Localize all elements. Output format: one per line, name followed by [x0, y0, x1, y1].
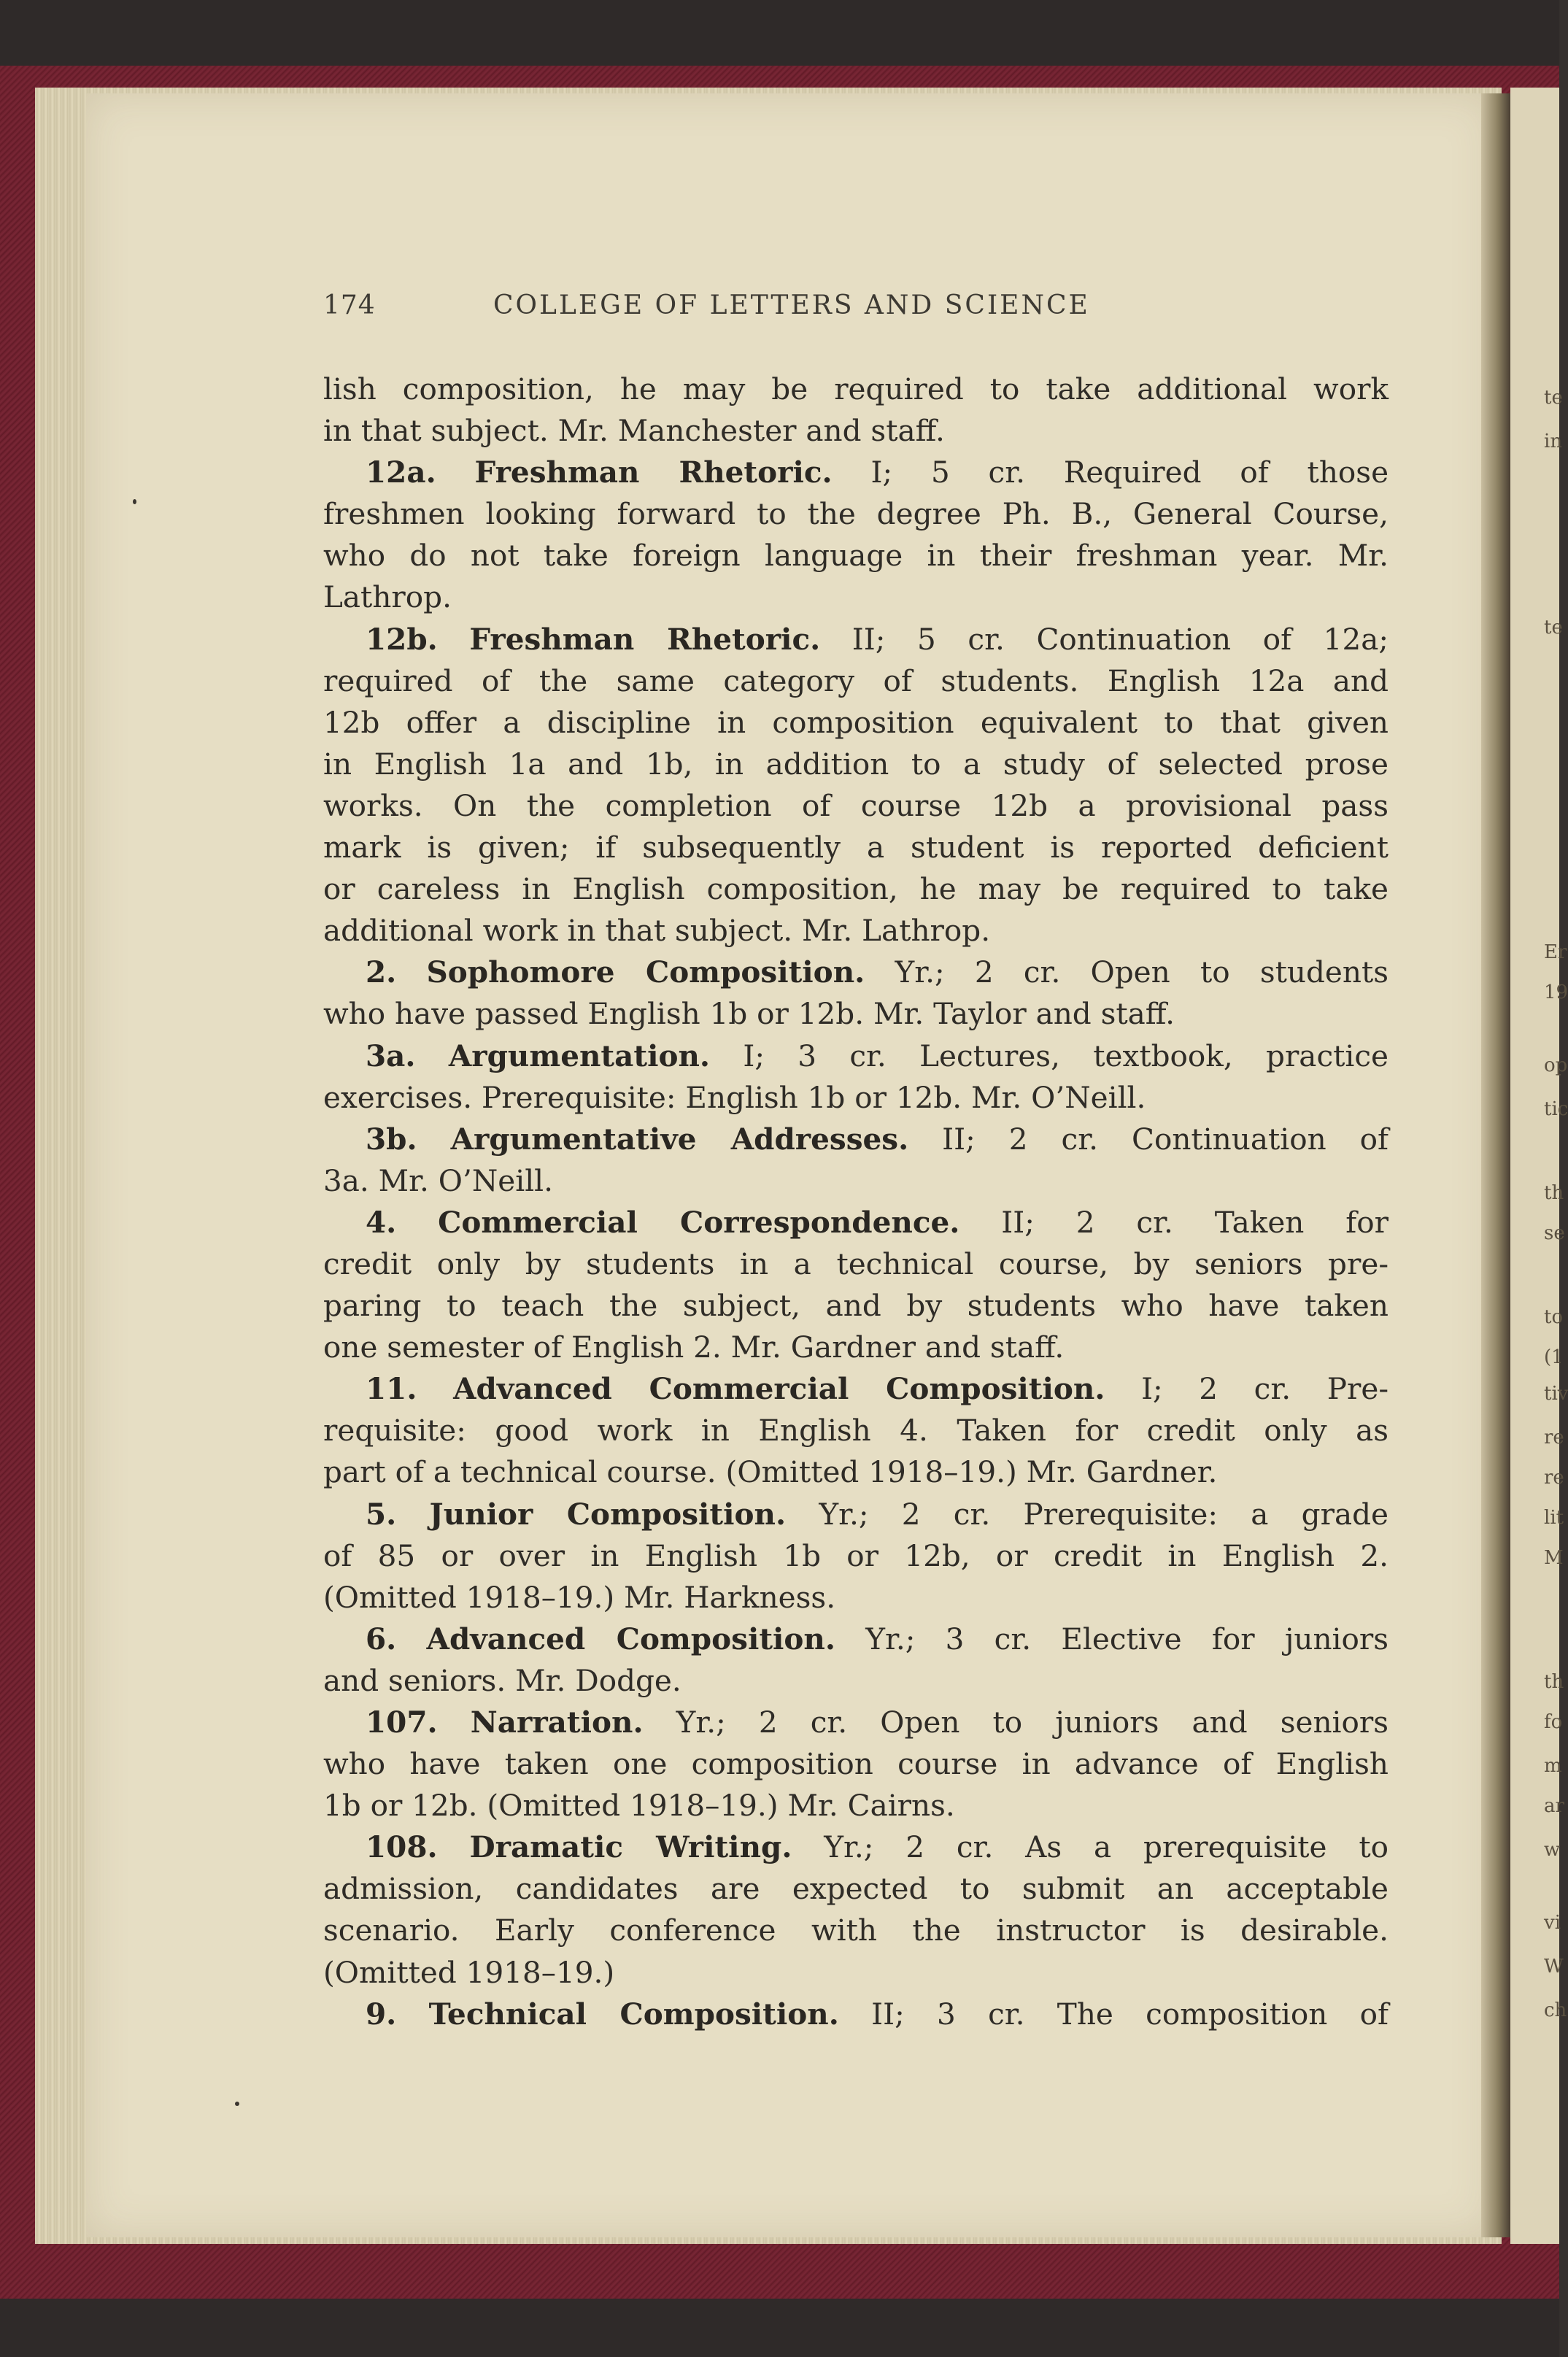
- course-title: Junior Composition.: [429, 1496, 787, 1532]
- line-text: and seniors. Mr. Dodge.: [323, 1662, 681, 1698]
- course-number: 6.: [366, 1621, 397, 1656]
- facing-page-fragment: tic: [1544, 1098, 1568, 1120]
- course-entry-line: [323, 1619, 1389, 1660]
- text-line: [323, 702, 1389, 744]
- text-line: [323, 535, 1389, 576]
- line-text: 12b offer a discipline in composition equivalent to that given: [323, 704, 1389, 740]
- facing-page-fragment: te: [1544, 617, 1563, 639]
- line-text: requisite: good work in English 4. Taken for credit only as: [323, 1413, 1389, 1448]
- course-number: 11.: [366, 1371, 417, 1407]
- course-entry-line: [323, 952, 1389, 993]
- text-line: [323, 1243, 1389, 1285]
- line-text: in English 1a and 1b, in addition to a study of selected prose: [323, 746, 1389, 782]
- line-text: who do not take foreign language in their freshman year. Mr.: [323, 538, 1389, 574]
- course-title: Freshman Rhetoric.: [474, 455, 833, 490]
- course-entry-line: [323, 452, 1389, 493]
- line-text: II; 2 cr. Continuation of: [942, 1121, 1389, 1157]
- line-text: freshmen looking forward to the degree Ph. B., General Course,: [323, 496, 1389, 532]
- course-entry-line: [323, 1119, 1389, 1160]
- line-text: admission, candidates are expected to submit an acceptable: [323, 1871, 1389, 1907]
- book-spine-shadow: [1481, 93, 1510, 2237]
- course-entry-line: [323, 1368, 1389, 1410]
- running-head-title: COLLEGE OF LETTERS AND SCIENCE: [493, 290, 1090, 320]
- line-text: 3a. Mr. O’Neill.: [323, 1162, 554, 1198]
- line-text: mark is given; if subsequently a student is reported deficient: [323, 830, 1389, 865]
- line-text: who have taken one composition course in advance of English: [323, 1746, 1389, 1782]
- facing-page-fragment: re: [1544, 1427, 1564, 1448]
- facing-page-fragment: ar: [1544, 1795, 1564, 1817]
- page-number: 174: [323, 290, 376, 320]
- facing-page-fragment: se: [1544, 1222, 1565, 1244]
- course-title: Narration.: [470, 1705, 644, 1740]
- line-text: in that subject. Mr. Manchester and staff.: [323, 413, 945, 449]
- line-text: one semester of English 2. Mr. Gardner and staff.: [323, 1330, 1065, 1365]
- course-number: 5.: [366, 1496, 397, 1532]
- line-text: Yr.; 2 cr. Open to juniors and seniors: [676, 1705, 1389, 1740]
- course-number: 2.: [366, 954, 397, 990]
- text-line: [323, 493, 1389, 535]
- line-text: Yr.; 3 cr. Elective for juniors: [865, 1621, 1389, 1656]
- course-title: Argumentation.: [448, 1038, 711, 1073]
- line-text: II; 3 cr. The composition of: [871, 1996, 1389, 2032]
- text-line: [323, 785, 1389, 827]
- text-line: [323, 1327, 1389, 1368]
- text-line: [323, 410, 1389, 452]
- text-line: [323, 827, 1389, 868]
- text-line: [323, 1743, 1389, 1785]
- course-title: Dramatic Writing.: [469, 1829, 792, 1865]
- text-line: [323, 1285, 1389, 1327]
- course-number: 9.: [366, 1996, 397, 2032]
- facing-page-fragment: to: [1544, 1306, 1564, 1328]
- text-line: [323, 868, 1389, 910]
- course-number: 12a.: [366, 455, 436, 490]
- course-title: Argumentative Addresses.: [450, 1121, 909, 1157]
- text-line: [323, 1660, 1389, 1702]
- line-text: of 85 or over in English 1b or 12b, or credit in English 2.: [323, 1538, 1389, 1573]
- text-line: [323, 1535, 1389, 1577]
- course-entry-line: [323, 1202, 1389, 1243]
- line-text: I; 3 cr. Lectures, textbook, practice: [743, 1038, 1389, 1073]
- line-text: paring to teach the subject, and by students who have taken: [323, 1288, 1389, 1324]
- text-line: [323, 1077, 1389, 1119]
- facing-page-fragment: lit: [1544, 1507, 1564, 1529]
- facing-page-fragment: M: [1544, 1547, 1564, 1569]
- text-line: [323, 993, 1389, 1035]
- text-line: [323, 1451, 1389, 1493]
- line-text: who have passed English 1b or 12b. Mr. Taylor and staff.: [323, 996, 1175, 1032]
- text-line: [323, 576, 1389, 618]
- line-text: credit only by students in a technical course, by seniors pre-: [323, 1246, 1389, 1281]
- course-entry-line: [323, 1035, 1389, 1077]
- course-entry-line: [323, 1494, 1389, 1535]
- line-text: required of the same category of students. English 12a and: [323, 663, 1389, 698]
- facing-page-fragment: Er: [1544, 941, 1567, 963]
- facing-page-fragment: tiv: [1544, 1383, 1568, 1405]
- facing-page-fragment: vi: [1544, 1912, 1561, 1934]
- facing-page-fragment: th: [1544, 1182, 1564, 1204]
- line-text: II; 5 cr. Continuation of 12a;: [851, 621, 1389, 657]
- course-number: 4.: [366, 1204, 397, 1240]
- course-number: 3a.: [366, 1038, 416, 1073]
- text-line: [323, 744, 1389, 785]
- course-number: 12b.: [366, 621, 438, 657]
- facing-page-fragment: fo: [1544, 1711, 1563, 1733]
- course-title: Sophomore Composition.: [426, 954, 865, 990]
- course-number: 107.: [366, 1705, 438, 1740]
- text-line: [323, 369, 1389, 410]
- course-title: Commercial Correspondence.: [438, 1204, 960, 1240]
- line-text: Yr.; 2 cr. Open to students: [895, 954, 1389, 990]
- course-entry-line: [323, 1994, 1389, 2035]
- text-line: [323, 910, 1389, 952]
- line-text: I; 2 cr. Pre-: [1141, 1371, 1389, 1407]
- text-line: [323, 1785, 1389, 1826]
- facing-page-fragment: W: [1544, 1956, 1564, 1978]
- line-text: II; 2 cr. Taken for: [1001, 1204, 1389, 1240]
- line-text: additional work in that subject. Mr. Lathrop.: [323, 913, 991, 949]
- text-line: [323, 1160, 1389, 1202]
- running-header: [323, 290, 1217, 328]
- page-speck: [133, 499, 136, 504]
- scan-background-top: [0, 0, 1559, 67]
- line-text: exercises. Prerequisite: English 1b or 12b. Mr. O’Neill.: [323, 1079, 1146, 1115]
- line-text: scenario. Early conference with the instructor is desirable.: [323, 1913, 1389, 1948]
- course-entry-line: [323, 1702, 1389, 1743]
- line-text: 1b or 12b. (Omitted 1918–19.) Mr. Cairns.: [323, 1788, 955, 1824]
- facing-page-fragment: 19: [1544, 981, 1568, 1003]
- line-text: I; 5 cr. Required of those: [870, 455, 1389, 490]
- text-line: [323, 1577, 1389, 1619]
- line-text: (Omitted 1918–19.): [323, 1954, 615, 1990]
- line-text: or careless in English composition, he may be required to take: [323, 871, 1389, 907]
- line-text: Yr.; 2 cr. As a prerequisite to: [824, 1829, 1389, 1865]
- course-number: 108.: [366, 1829, 438, 1865]
- course-entry-line: [323, 619, 1389, 660]
- facing-page-fragment: te: [1544, 387, 1563, 409]
- line-text: lish composition, he may be required to take additional work: [323, 371, 1389, 406]
- page-speck: [235, 2102, 239, 2106]
- facing-page-fragment: th: [1544, 1671, 1564, 1693]
- course-title: Advanced Composition.: [426, 1621, 835, 1656]
- facing-page-fragment: (1: [1544, 1346, 1564, 1368]
- text-line: [323, 1410, 1389, 1451]
- text-line: [323, 1868, 1389, 1910]
- line-text: works. On the completion of course 12b a provisional pass: [323, 787, 1389, 823]
- text-line: [323, 1910, 1389, 1951]
- line-text: part of a technical course. (Omitted 1918–19.) Mr. Gardner.: [323, 1454, 1218, 1490]
- text-line: [323, 660, 1389, 702]
- scan-background-bottom: [0, 2299, 1559, 2357]
- page-body-text: [323, 369, 1389, 2035]
- facing-page-fragment: m: [1544, 1755, 1562, 1777]
- line-text: (Omitted 1918–19.) Mr. Harkness.: [323, 1579, 836, 1615]
- course-entry-line: [323, 1826, 1389, 1868]
- facing-page-fragment: op: [1544, 1054, 1568, 1076]
- course-number: 3b.: [366, 1121, 417, 1157]
- facing-page-fragment: re: [1544, 1467, 1564, 1489]
- line-text: Yr.; 2 cr. Prerequisite: a grade: [819, 1496, 1389, 1532]
- facing-page-fragment: in: [1544, 431, 1563, 452]
- course-title: Technical Composition.: [428, 1996, 839, 2032]
- facing-page-fragment: w: [1544, 1839, 1561, 1861]
- course-title: Advanced Commercial Composition.: [453, 1371, 1105, 1407]
- text-line: [323, 1952, 1389, 1994]
- course-title: Freshman Rhetoric.: [469, 621, 821, 657]
- line-text: Lathrop.: [323, 579, 452, 615]
- facing-page-fragment: ch: [1544, 1999, 1567, 2021]
